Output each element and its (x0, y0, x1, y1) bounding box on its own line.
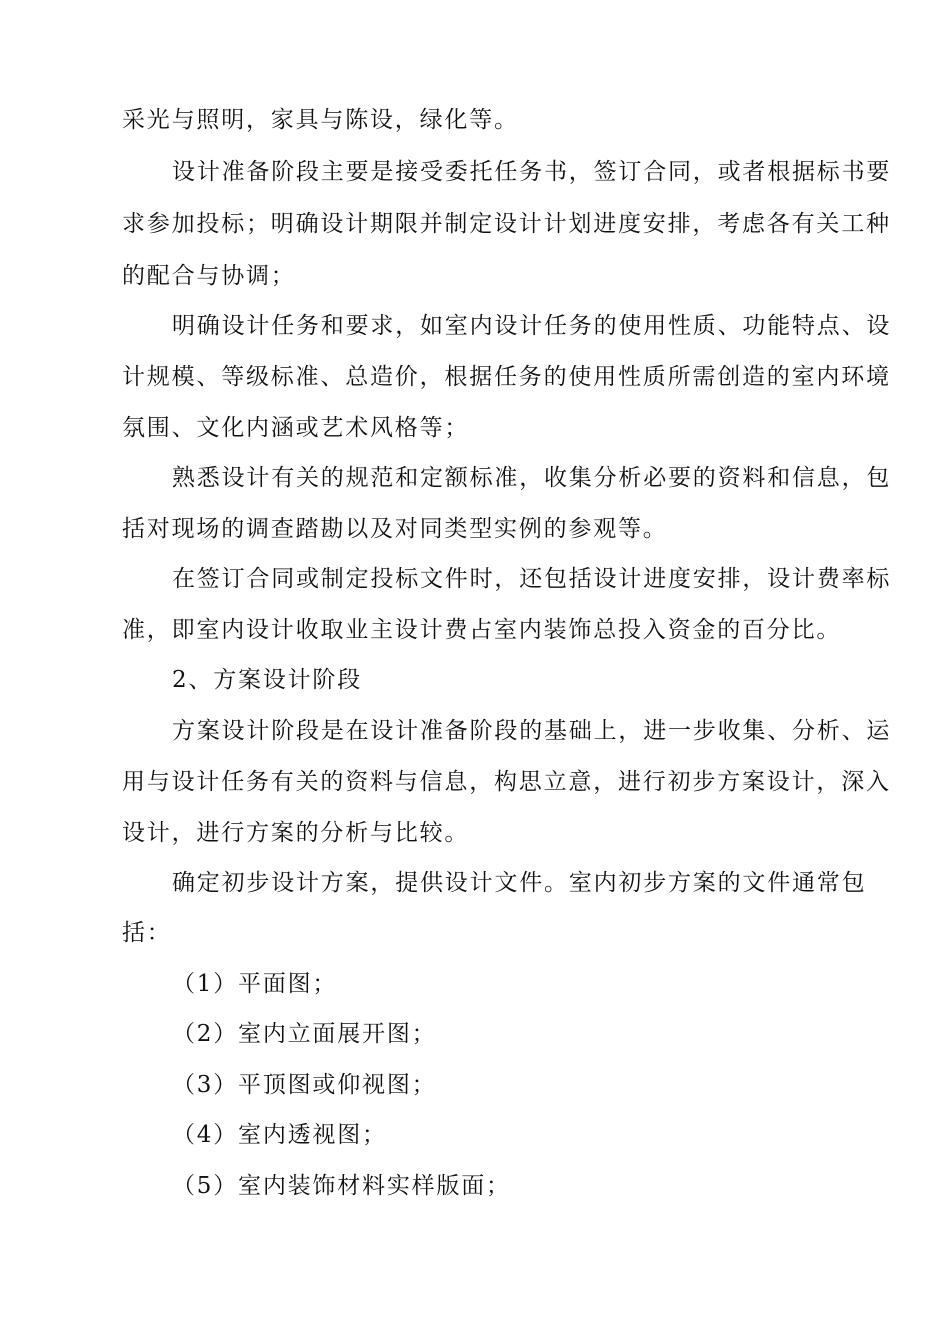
text-line: 准，即室内设计收取业主设计费占室内装饰总投入资金的百分比。 (122, 617, 842, 643)
paragraph-first-line: 设计准备阶段主要是接受委托任务书，签订合同，或者根据标书要 (172, 159, 892, 185)
paragraph-first-line: 在签订合同或制定投标文件时，还包括设计进度安排，设计费率标 (172, 566, 892, 592)
list-item: （5）室内装饰材料实样版面； (172, 1173, 511, 1199)
paragraph-first-line: 熟悉设计有关的规范和定额标准，收集分析必要的资料和信息，包 (172, 465, 892, 491)
text-line: 氛围、文化内涵或艺术风格等； (122, 415, 470, 441)
list-item: （1）平面图； (172, 971, 338, 997)
text-line: 采光与照明，家具与陈设，绿化等。 (122, 107, 519, 133)
section-heading: 2、方案设计阶段 (172, 667, 363, 693)
list-item: （2）室内立面展开图； (172, 1021, 437, 1047)
list-item: （3）平顶图或仰视图； (172, 1072, 437, 1098)
list-item: （4）室内透视图； (172, 1122, 387, 1148)
text-line: 设计，进行方案的分析与比较。 (122, 820, 470, 846)
text-line: 计规模、等级标准、总造价，根据任务的使用性质所需创造的室内环境 (122, 364, 891, 390)
paragraph-first-line: 确定初步设计方案，提供设计文件。室内初步方案的文件通常包 (172, 870, 867, 896)
paragraph-first-line: 明确设计任务和要求，如室内设计任务的使用性质、功能特点、设 (172, 313, 892, 339)
text-line: 用与设计任务有关的资料与信息，构思立意，进行初步方案设计，深入 (122, 769, 891, 795)
text-line: 括对现场的调查踏勘以及对同类型实例的参观等。 (122, 516, 668, 542)
paragraph-first-line: 方案设计阶段是在设计准备阶段的基础上，进一步收集、分析、运 (172, 718, 892, 744)
text-line: 括： (122, 920, 172, 946)
text-line: 的配合与协调； (122, 263, 296, 289)
text-line: 求参加投标；明确设计期限并制定设计计划进度安排，考虑各有关工种 (122, 211, 891, 237)
